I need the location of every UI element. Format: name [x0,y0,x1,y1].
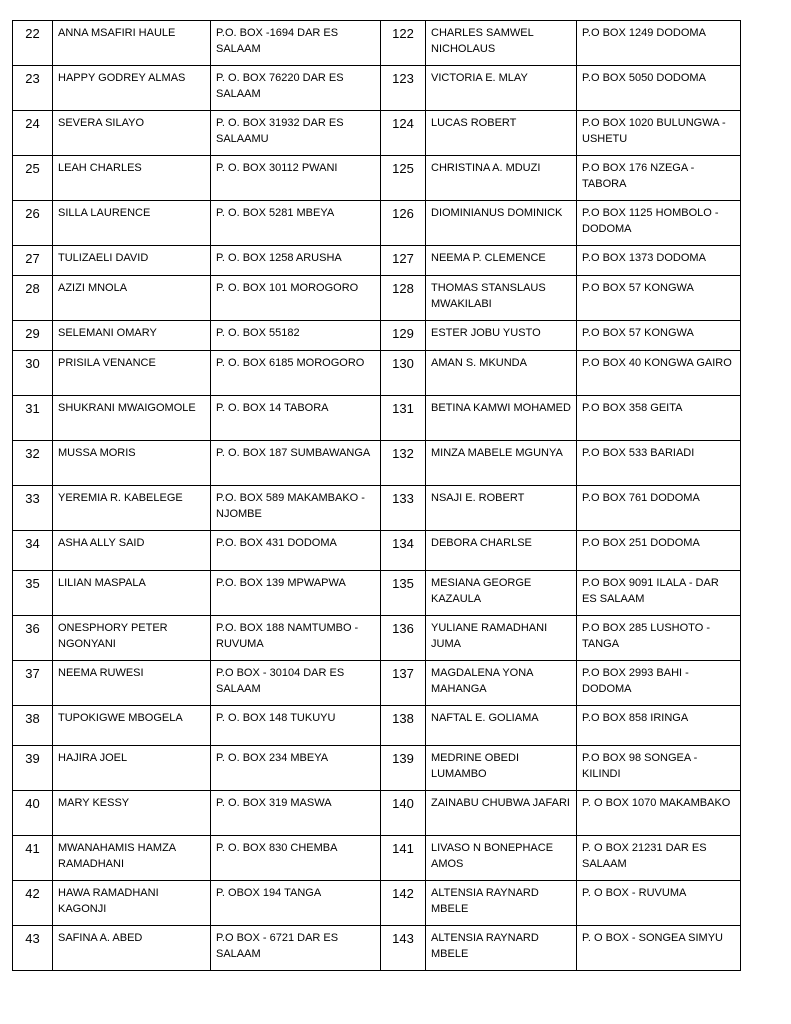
right-address-cell: P.O BOX 858 IRINGA [577,706,741,746]
right-number-cell: 142 [381,881,426,926]
left-address-cell: P.O. BOX 139 MPWAPWA [211,571,381,616]
right-name-cell: MAGDALENA YONA MAHANGA [426,661,577,706]
left-address-cell: P. O. BOX 187 SUMBAWANGA [211,441,381,486]
left-address-cell: P.O. BOX 589 MAKAMBAKO - NJOMBE [211,486,381,531]
left-address-cell: P. O. BOX 31932 DAR ES SALAAMU [211,111,381,156]
left-address-cell: P. O. BOX 830 CHEMBA [211,836,381,881]
table-row [13,396,741,441]
left-address-cell: P. O. BOX 5281 MBEYA [211,201,381,246]
table-row [13,881,741,926]
left-name-cell: SEVERA SILAYO [53,111,211,156]
left-name-cell: SAFINA A. ABED [53,926,211,971]
left-name-cell: LILIAN MASPALA [53,571,211,616]
right-name-cell: ALTENSIA RAYNARD MBELE [426,881,577,926]
right-address-cell: P.O BOX 761 DODOMA [577,486,741,531]
right-number-cell: 137 [381,661,426,706]
table-row [13,156,741,201]
left-number-cell: 34 [13,531,53,571]
right-number-cell: 143 [381,926,426,971]
right-address-cell: P.O BOX 251 DODOMA [577,531,741,571]
left-address-cell: P. O. BOX 234 MBEYA [211,746,381,791]
left-name-cell: MARY KESSY [53,791,211,836]
left-name-cell: ASHA ALLY SAID [53,531,211,571]
right-name-cell: THOMAS STANSLAUS MWAKILABI [426,276,577,321]
left-address-cell: P. O. BOX 319 MASWA [211,791,381,836]
participants-table-body [13,21,741,971]
left-name-cell: TULIZAELI DAVID [53,246,211,276]
right-name-cell: ALTENSIA RAYNARD MBELE [426,926,577,971]
right-address-cell: P.O BOX 1020 BULUNGWA - USHETU [577,111,741,156]
right-address-cell: P.O BOX 1249 DODOMA [577,21,741,66]
left-address-cell: P. O. BOX 148 TUKUYU [211,706,381,746]
left-address-cell: P.O BOX - 6721 DAR ES SALAAM [211,926,381,971]
right-address-cell: P. O BOX 21231 DAR ES SALAAM [577,836,741,881]
table-row [13,791,741,836]
left-number-cell: 24 [13,111,53,156]
left-name-cell: HAPPY GODREY ALMAS [53,66,211,111]
right-name-cell: NEEMA P. CLEMENCE [426,246,577,276]
right-number-cell: 138 [381,706,426,746]
right-address-cell: P.O BOX 98 SONGEA - KILINDI [577,746,741,791]
right-number-cell: 141 [381,836,426,881]
left-address-cell: P. O. BOX 6185 MOROGORO [211,351,381,396]
left-number-cell: 31 [13,396,53,441]
left-address-cell: P. O. BOX 55182 [211,321,381,351]
left-number-cell: 41 [13,836,53,881]
left-number-cell: 38 [13,706,53,746]
left-name-cell: SILLA LAURENCE [53,201,211,246]
right-number-cell: 139 [381,746,426,791]
left-number-cell: 22 [13,21,53,66]
right-number-cell: 135 [381,571,426,616]
right-address-cell: P.O BOX 2993 BAHI - DODOMA [577,661,741,706]
right-address-cell: P.O BOX 176 NZEGA - TABORA [577,156,741,201]
right-address-cell: P. O BOX - RUVUMA [577,881,741,926]
right-name-cell: VICTORIA E. MLAY [426,66,577,111]
right-name-cell: YULIANE RAMADHANI JUMA [426,616,577,661]
table-row [13,111,741,156]
right-number-cell: 129 [381,321,426,351]
left-name-cell: TUPOKIGWE MBOGELA [53,706,211,746]
table-row [13,201,741,246]
participants-table [12,20,741,971]
right-name-cell: BETINA KAMWI MOHAMED [426,396,577,441]
right-address-cell: P.O BOX 285 LUSHOTO - TANGA [577,616,741,661]
left-address-cell: P. O. BOX 14 TABORA [211,396,381,441]
right-address-cell: P. O BOX - SONGEA SIMYU [577,926,741,971]
right-address-cell: P.O BOX 40 KONGWA GAIRO [577,351,741,396]
right-number-cell: 136 [381,616,426,661]
right-address-cell: P.O BOX 533 BARIADI [577,441,741,486]
right-name-cell: CHRISTINA A. MDUZI [426,156,577,201]
left-address-cell: P. O. BOX 30112 PWANI [211,156,381,201]
right-address-cell: P.O BOX 9091 ILALA - DAR ES SALAAM [577,571,741,616]
left-number-cell: 27 [13,246,53,276]
right-address-cell: P.O BOX 358 GEITA [577,396,741,441]
left-name-cell: MUSSA MORIS [53,441,211,486]
table-row [13,571,741,616]
right-number-cell: 132 [381,441,426,486]
right-number-cell: 140 [381,791,426,836]
left-number-cell: 43 [13,926,53,971]
left-name-cell: SELEMANI OMARY [53,321,211,351]
left-name-cell: HAJIRA JOEL [53,746,211,791]
right-number-cell: 125 [381,156,426,201]
left-name-cell: NEEMA RUWESI [53,661,211,706]
right-address-cell: P.O BOX 57 KONGWA [577,321,741,351]
left-number-cell: 28 [13,276,53,321]
right-name-cell: ZAINABU CHUBWA JAFARI [426,791,577,836]
table-row [13,926,741,971]
right-address-cell: P. O BOX 1070 MAKAMBAKO [577,791,741,836]
table-row [13,486,741,531]
left-name-cell: ONESPHORY PETER NGONYANI [53,616,211,661]
right-name-cell: ESTER JOBU YUSTO [426,321,577,351]
left-number-cell: 25 [13,156,53,201]
left-address-cell: P.O. BOX 431 DODOMA [211,531,381,571]
left-address-cell: P. OBOX 194 TANGA [211,881,381,926]
left-name-cell: YEREMIA R. KABELEGE [53,486,211,531]
left-name-cell: LEAH CHARLES [53,156,211,201]
right-number-cell: 126 [381,201,426,246]
left-number-cell: 33 [13,486,53,531]
right-number-cell: 124 [381,111,426,156]
right-address-cell: P.O BOX 57 KONGWA [577,276,741,321]
right-number-cell: 134 [381,531,426,571]
left-number-cell: 35 [13,571,53,616]
table-row [13,661,741,706]
left-name-cell: ANNA MSAFIRI HAULE [53,21,211,66]
table-row [13,276,741,321]
left-number-cell: 29 [13,321,53,351]
right-name-cell: MEDRINE OBEDI LUMAMBO [426,746,577,791]
right-name-cell: LUCAS ROBERT [426,111,577,156]
left-address-cell: P.O BOX - 30104 DAR ES SALAAM [211,661,381,706]
right-name-cell: AMAN S. MKUNDA [426,351,577,396]
left-address-cell: P.O. BOX 188 NAMTUMBO - RUVUMA [211,616,381,661]
left-number-cell: 32 [13,441,53,486]
right-name-cell: NSAJI E. ROBERT [426,486,577,531]
right-number-cell: 128 [381,276,426,321]
right-number-cell: 127 [381,246,426,276]
table-row [13,66,741,111]
left-name-cell: HAWA RAMADHANI KAGONJI [53,881,211,926]
left-address-cell: P. O. BOX 101 MOROGORO [211,276,381,321]
left-number-cell: 26 [13,201,53,246]
table-row [13,246,741,276]
table-row [13,351,741,396]
right-name-cell: MINZA MABELE MGUNYA [426,441,577,486]
right-name-cell: MESIANA GEORGE KAZAULA [426,571,577,616]
table-row [13,441,741,486]
left-number-cell: 23 [13,66,53,111]
table-row [13,706,741,746]
left-number-cell: 40 [13,791,53,836]
right-number-cell: 123 [381,66,426,111]
right-name-cell: DIOMINIANUS DOMINICK [426,201,577,246]
left-number-cell: 36 [13,616,53,661]
right-address-cell: P.O BOX 1373 DODOMA [577,246,741,276]
left-name-cell: AZIZI MNOLA [53,276,211,321]
left-number-cell: 39 [13,746,53,791]
right-number-cell: 122 [381,21,426,66]
right-name-cell: DEBORA CHARLSE [426,531,577,571]
table-row [13,21,741,66]
left-number-cell: 42 [13,881,53,926]
left-address-cell: P.O. BOX -1694 DAR ES SALAAM [211,21,381,66]
right-name-cell: NAFTAL E. GOLIAMA [426,706,577,746]
table-row [13,531,741,571]
table-row [13,746,741,791]
left-address-cell: P. O. BOX 76220 DAR ES SALAAM [211,66,381,111]
table-row [13,616,741,661]
right-address-cell: P.O BOX 5050 DODOMA [577,66,741,111]
left-name-cell: PRISILA VENANCE [53,351,211,396]
left-name-cell: SHUKRANI MWAIGOMOLE [53,396,211,441]
left-number-cell: 30 [13,351,53,396]
left-name-cell: MWANAHAMIS HAMZA RAMADHANI [53,836,211,881]
right-number-cell: 130 [381,351,426,396]
right-number-cell: 131 [381,396,426,441]
right-name-cell: LIVASO N BONEPHACE AMOS [426,836,577,881]
left-address-cell: P. O. BOX 1258 ARUSHA [211,246,381,276]
table-row [13,836,741,881]
left-number-cell: 37 [13,661,53,706]
right-name-cell: CHARLES SAMWEL NICHOLAUS [426,21,577,66]
right-address-cell: P.O BOX 1125 HOMBOLO - DODOMA [577,201,741,246]
table-row [13,321,741,351]
right-number-cell: 133 [381,486,426,531]
